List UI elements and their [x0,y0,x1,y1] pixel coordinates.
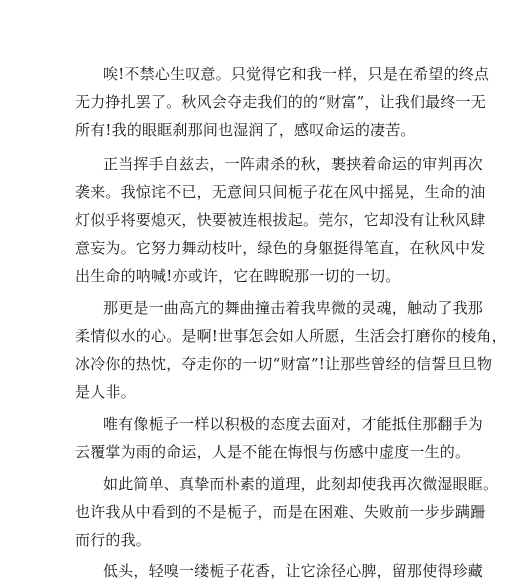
paragraph-5-line-1: 如此简单、真挚而朴素的道理，此刻却使我再次微湿眼眶。 [103,475,499,493]
paragraph-2-line-3: 灯似乎将要熄灭，快要被连根拔起。莞尔，它却没有让秋风肆 [75,211,486,229]
paragraph-2-line-1: 正当挥手自兹去，一阵肃杀的秋，裹挟着命运的审判再次 [103,155,484,173]
paragraph-5-line-3: 而行的我。 [75,531,152,549]
paragraph-3-line-4: 是人非。 [75,383,136,401]
paragraph-3-line-3: 冰冷你的热忱，夺走你的一切“财富”!让那些曾经的信誓旦旦物 [75,355,493,373]
paragraph-3-line-2: 柔情似水的心。是啊!世事怎会如人所愿，生活会打磨你的棱角， [75,327,507,345]
paragraph-2-line-4: 意妄为。它努力舞动枝叶，绿色的身躯挺得笔直，在秋风中发 [75,239,486,257]
paragraph-2-line-5: 出生命的呐喊!亦或许，它在睥睨那一切的一切。 [75,267,401,285]
paragraph-4-line-2: 云覆掌为雨的命运，人是不能在悔恨与伤感中虚度一生的。 [75,443,471,461]
paragraph-6-line-1: 低头，轻嗅一缕栀子花香，让它涂径心脾，留那使得珍藏 [103,562,484,580]
paragraph-4-line-1: 唯有像栀子一样以积极的态度去面对，才能抵住那翻手为 [103,415,484,433]
paragraph-5-line-2: 也许我从中看到的不是栀子，而是在困难、失败前一步步蹒跚 [75,503,486,521]
paragraph-1-line-1: 唉!不禁心生叹意。只觉得它和我一样，只是在希望的终点 [103,65,490,83]
paragraph-1-line-3: 所有!我的眼眶刹那间也湿润了，感叹命运的凄苦。 [75,121,416,139]
paragraph-1-line-2: 无力挣扎罢了。秋风会夺走我们的的“财富”，让我们最终一无 [75,93,486,111]
paragraph-2-line-2: 袭来。我惊诧不已，无意间只间栀子花在风中摇晃，生命的油 [75,183,486,201]
paragraph-3-line-1: 那更是一曲高亢的舞曲撞击着我卑微的灵魂，触动了我那 [103,299,484,317]
